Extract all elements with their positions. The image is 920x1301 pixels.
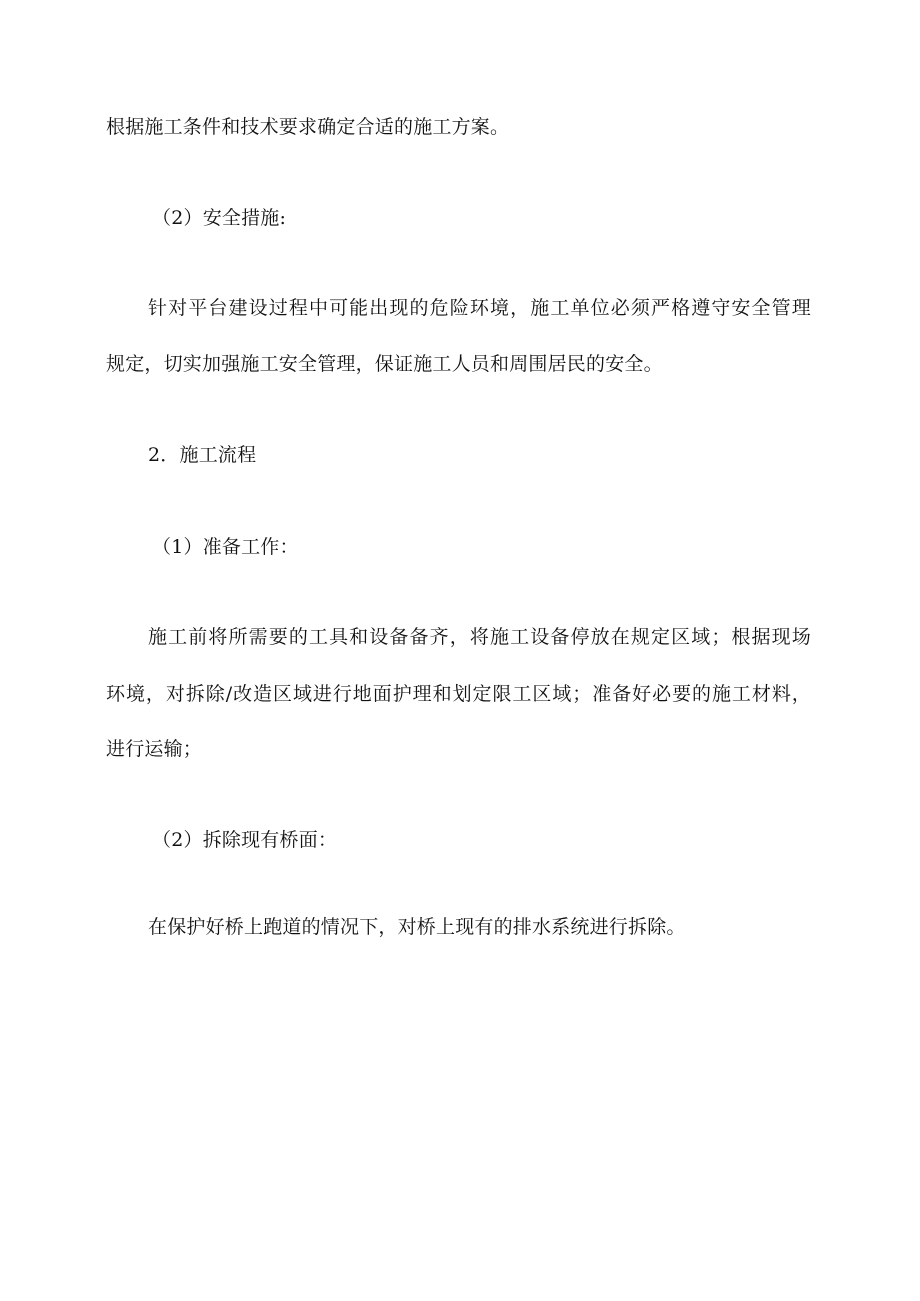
subheading-preparation-work: （1）准备工作：: [152, 536, 299, 558]
paragraph-line-3: 针对平台建设过程中可能出现的危险环境，施工单位必须严格遵守安全管理: [148, 297, 811, 319]
paragraph-line-1: 根据施工条件和技术要求确定合适的施工方案。: [106, 116, 510, 138]
section-heading-construction-process: 2．施工流程: [148, 444, 257, 466]
paragraph-line-11: 在保护好桥上跑道的情况下，对桥上现有的排水系统进行拆除。: [148, 916, 686, 938]
paragraph-line-9: 进行运输；: [106, 738, 203, 760]
paragraph-line-8: 环境，对拆除/改造区域进行地面护理和划定限工区域；准备好必要的施工材料，: [106, 683, 811, 705]
subheading-remove-bridge-deck: （2）拆除现有桥面：: [152, 829, 338, 851]
paragraph-line-4: 规定，切实加强施工安全管理，保证施工人员和周围居民的安全。: [106, 353, 663, 375]
subheading-safety-measures: （2）安全措施:: [152, 207, 287, 229]
paragraph-line-7: 施工前将所需要的工具和设备备齐，将施工设备停放在规定区域；根据现场: [148, 626, 811, 648]
